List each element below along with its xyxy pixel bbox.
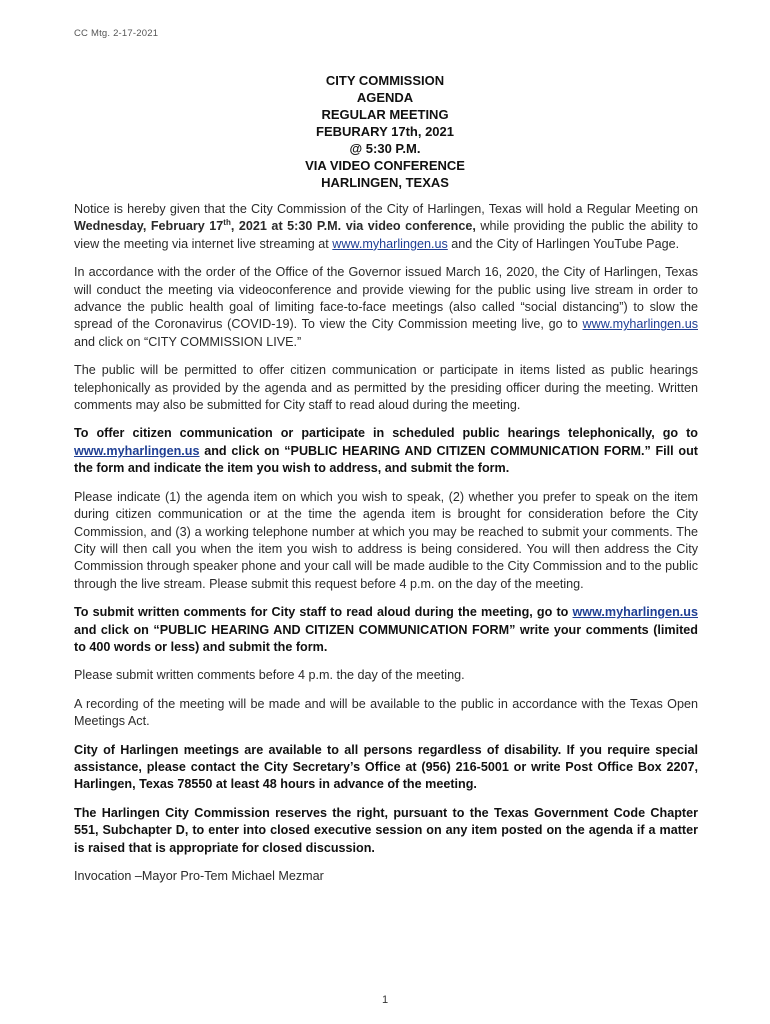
header-line-4: FEBURARY 17th, 2021 [316,124,454,139]
header-line-6: VIA VIDEO CONFERENCE [305,158,465,173]
accessibility-paragraph: City of Harlingen meetings are available to all persons regardless of disability. If you require special assistance, please contact the City Secretary’s Office at (956) 216-5001 or write Post Office Box 2207, Harlingen, Texas 78550 at least 48 hours in advance of the meeting. [74,742,698,792]
website-link[interactable]: www.myharlingen.us [74,443,200,458]
telephonic-instructions-paragraph: To offer citizen communication or participate in scheduled public hearings telephonically, go to www.myharlingen.us and click on “PUBLIC HEARING AND CITIZEN COMMUNICATION FORM.” Fill out the form and indicate the item you wish to address, and submit the form. [74,426,698,476]
meeting-date-emphasis: Wednesday, February 17th, 2021 at 5:30 P.M. via video conference, [74,218,476,234]
meeting-date-stamp: CC Mtg. 2-17-2021 [74,28,159,39]
executive-session-paragraph: The Harlingen City Commission reserves the right, pursuant to the Texas Government Code Chapter 551, Subchapter D, to enter into closed executive session on any item posted on the agenda if a matter is raised that is appropriate for closed discussion. [74,805,698,855]
page-number: 1 [381,994,389,1006]
recording-paragraph: A recording of the meeting will be made and will be available to the public in accordance with the Texas Open Meetings Act. [74,696,698,729]
agenda-body [74,201,698,896]
header-line-2: AGENDA [356,90,414,105]
header-line-7: HARLINGEN, TEXAS [321,175,449,190]
agenda-header [0,72,770,191]
written-deadline-paragraph: Please submit written comments before 4 p.m. the day of the meeting. [74,668,465,683]
website-link[interactable]: www.myharlingen.us [572,605,698,620]
public-participation-paragraph: The public will be permitted to offer citizen communication or participate in items listed as public hearings telephonically as provided by the agenda and as permitted by the presiding officer during the meeting. Written comments may also be submitted for City staff to read aloud during the meeting. [74,363,698,413]
website-link[interactable]: www.myharlingen.us [582,317,698,332]
header-line-3: REGULAR MEETING [321,107,449,122]
header-line-1: CITY COMMISSION [325,73,445,88]
website-link[interactable]: www.myharlingen.us [332,236,448,251]
notice-paragraph: Notice is hereby given that the City Commission of the City of Harlingen, Texas will hold a Regular Meeting on Wednesday, February 17th, 2021 at 5:30 P.M. via video conference, while providing the public the ability to view the meeting via internet live streaming at www.myharlingen.us and the City of Harlingen YouTube Page. [74,202,698,251]
written-comments-paragraph: To submit written comments for City staff to read aloud during the meeting, go to www.myharlingen.us and click on “PUBLIC HEARING AND CITIZEN COMMUNICATION FORM” write your comments (limited to 400 words or less) and submit the form. [74,605,698,654]
header-line-5: @ 5:30 P.M. [349,141,421,156]
invocation-line: Invocation –Mayor Pro-Tem Michael Mezmar [74,869,324,883]
request-details-paragraph: Please indicate (1) the agenda item on which you wish to speak, (2) whether you prefer to speak on the item during citizen communication or at the time the agenda item is brought for consideration before the City Commission, and (3) a working telephone number at which you may be reached to submit your comments. The City will then call you when the item you wish to address is being considered. You will then address the City Commission through speaker phone and your call will be made audible to the City Commission and to the public through the live stream. Please submit this request before 4 p.m. on the day of the meeting. [74,489,698,591]
governor-order-paragraph: In accordance with the order of the Office of the Governor issued March 16, 2020, the City of Harlingen, Texas will conduct the meeting via videoconference and provide viewing for the public using live stream in order to advance the public health goal of limiting face-to-face meetings (also called “social distancing”) to slow the spread of the Coronavirus (COVID-19). To view the City Commission meeting live, go to www.myharlingen.us and click on “CITY COMMISSION LIVE.” [74,265,698,349]
